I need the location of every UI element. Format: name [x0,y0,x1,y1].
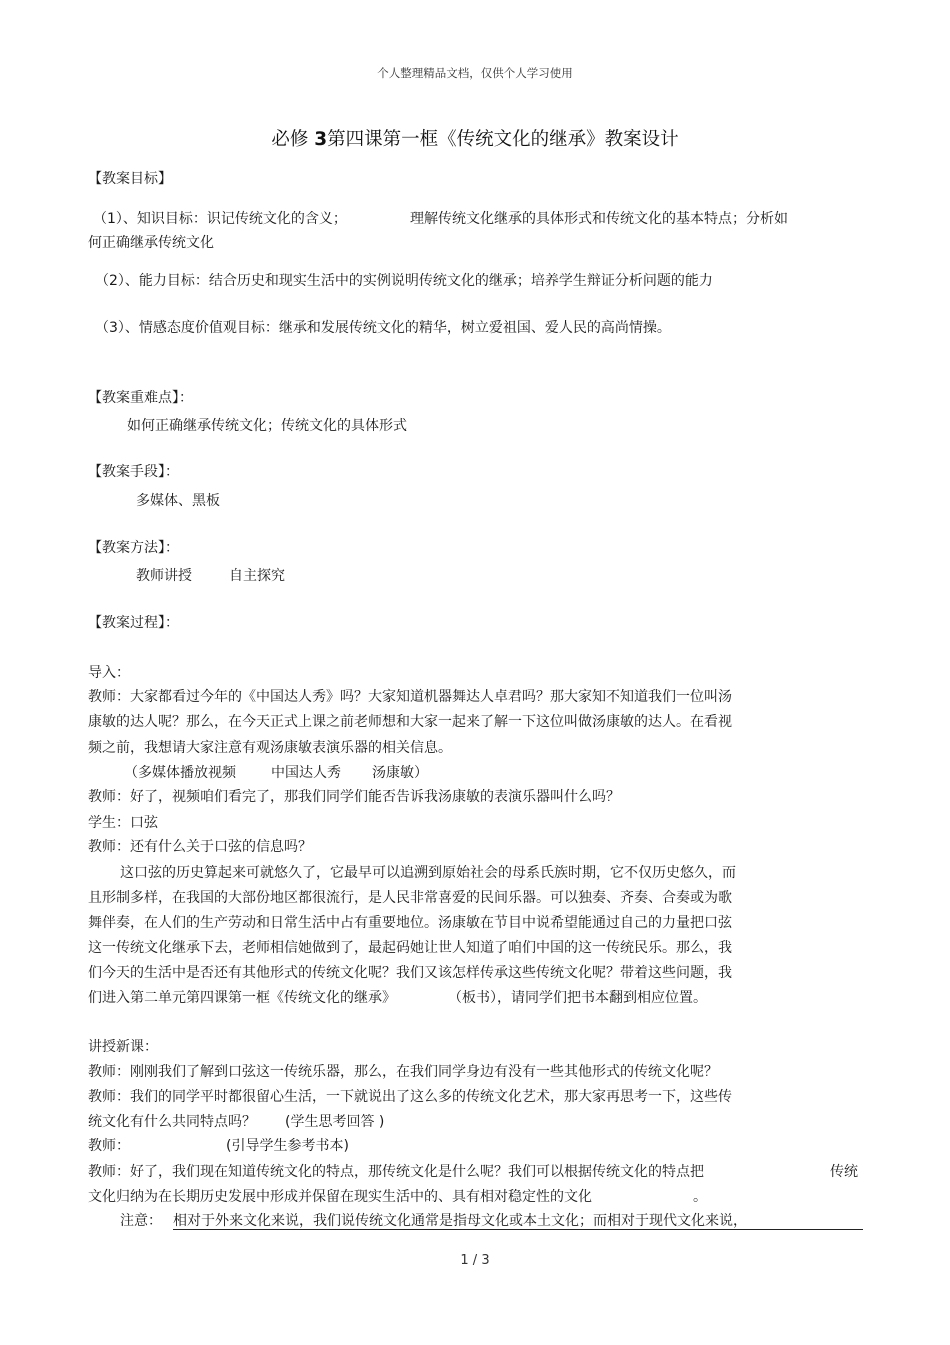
objective-knowledge-b: 理解传统文化继承的具体形式和传统文化的基本特点；分析如 [410,211,788,227]
lesson-line-b: 传统 [830,1164,858,1180]
keypoints-heading: 【教案重难点】： [88,390,193,406]
objective-knowledge-c: 何正确继承传统文化 [88,235,214,251]
lesson-line-a: 教师： [88,1138,130,1154]
lesson-line-a: 教师：好了，我们现在知道传统文化的特点，那传统文化是什么呢？我们可以根据传统文化的特点把 [88,1164,704,1180]
process-heading: 【教案过程】： [88,615,179,631]
intro-line: 教师：还有什么关于口弦的信息吗？ [88,839,312,855]
note-underline [173,1229,863,1230]
intro-paragraph-line-b: （板书），请同学们把书本翻到相应位置。 [448,990,707,1006]
intro-line: 频之前，我想请大家注意有观汤康敏表演乐器的相关信息。 [88,740,452,756]
lesson-label: 讲授新课： [88,1039,158,1055]
title-number: 3 [314,129,328,150]
intro-video-note-c: 汤康敏） [372,765,428,781]
page-title [0,131,950,150]
objectives-heading: 【教案目标】 [88,171,172,187]
methods-lecture: 教师讲授 [136,568,192,584]
intro-paragraph-line: 这一传统文化继承下去，老师相信她做到了，最起码她让世人知道了咱们中国的这一传统民乐。那么，我 [88,940,732,956]
objective-ability: （2）、能力目标：结合历史和现实生活中的实例说明传统文化的继承；培养学生辩证分析问题的能力 [95,273,713,289]
intro-line: 教师：好了，视频咱们看完了，那我们同学们能否告诉我汤康敏的表演乐器叫什么吗？ [88,789,620,805]
title-rest: 第四课第一框《传统文化的继承》教案设计 [327,129,679,150]
intro-video-note-b: 中国达人秀 [271,765,341,781]
title-prefix: 必修 [271,129,309,150]
intro-paragraph-line: 们今天的生活中是否还有其他形式的传统文化呢？我们又该怎样传承这些传统文化呢？带着这些问题，我 [88,965,732,981]
lesson-line-a: 文化归纳为在长期历史发展中形成并保留在现实生活中的、具有相对稳定性的文化 [88,1189,592,1205]
keypoints-content: 如何正确继承传统文化；传统文化的具体形式 [127,418,407,434]
lesson-note-content: 相对于外来文化来说，我们说传统文化通常是指母文化或本土文化；而相对于现代文化来说， [173,1213,747,1229]
lesson-line-b: 。 [693,1189,707,1205]
methods-heading: 【教案方法】： [88,540,179,556]
intro-paragraph-line: 这口弦的历史算起来可就悠久了，它最早可以追溯到原始社会的母系氏族时期，它不仅历史悠久，而 [120,865,736,881]
lesson-line: 教师：我们的同学平时都很留心生活，一下就说出了这么多的传统文化艺术，那大家再思考一下，这些传 [88,1089,732,1105]
intro-line: 学生：口弦 [88,815,158,831]
methods-self-study: 自主探究 [229,568,285,584]
intro-paragraph-line: 且形制多样，在我国的大部份地区都很流行，是人民非常喜爱的民间乐器。可以独奏、齐奏、合奏或为歌 [88,890,732,906]
intro-paragraph-line: 舞伴奏，在人们的生产劳动和日常生活中占有重要地位。汤康敏在节目中说希望能通过自己的力量把口弦 [88,915,732,931]
means-heading: 【教案手段】： [88,464,179,480]
intro-label: 导入： [88,665,130,681]
intro-video-note-a: （多媒体播放视频 [124,765,236,781]
intro-line: 康敏的达人呢？那么，在今天正式上课之前老师想和大家一起来了解一下这位叫做汤康敏的达人。在看视 [88,714,732,730]
lesson-line-a: 统文化有什么共同特点吗？ [88,1114,256,1130]
page-header-note: 个人整理精品文档，仅供个人学习使用 [377,66,573,80]
lesson-line: 教师：刚刚我们了解到口弦这一传统乐器，那么，在我们同学身边有没有一些其他形式的传统文化呢？ [88,1064,718,1080]
lesson-line-b: (学生思考回答 ) [285,1114,385,1130]
objective-values: （3）、情感态度价值观目标：继承和发展传统文化的精华，树立爱祖国、爱人民的高尚情操。 [95,320,671,336]
objective-knowledge-a: （1）、知识目标：识记传统文化的含义； [93,211,347,227]
intro-line: 教师：大家都看过今年的《中国达人秀》吗？大家知道机器舞达人卓君吗？那大家知不知道我们一位叫汤 [88,689,732,705]
means-content: 多媒体、黑板 [136,493,220,509]
page-number: 1 / 3 [460,1253,490,1268]
intro-paragraph-line-a: 们进入第二单元第四课第一框《传统文化的继承》 [88,990,396,1006]
lesson-line-b: (引导学生参考书本) [226,1138,349,1154]
lesson-note-label: 注意： [120,1213,162,1229]
